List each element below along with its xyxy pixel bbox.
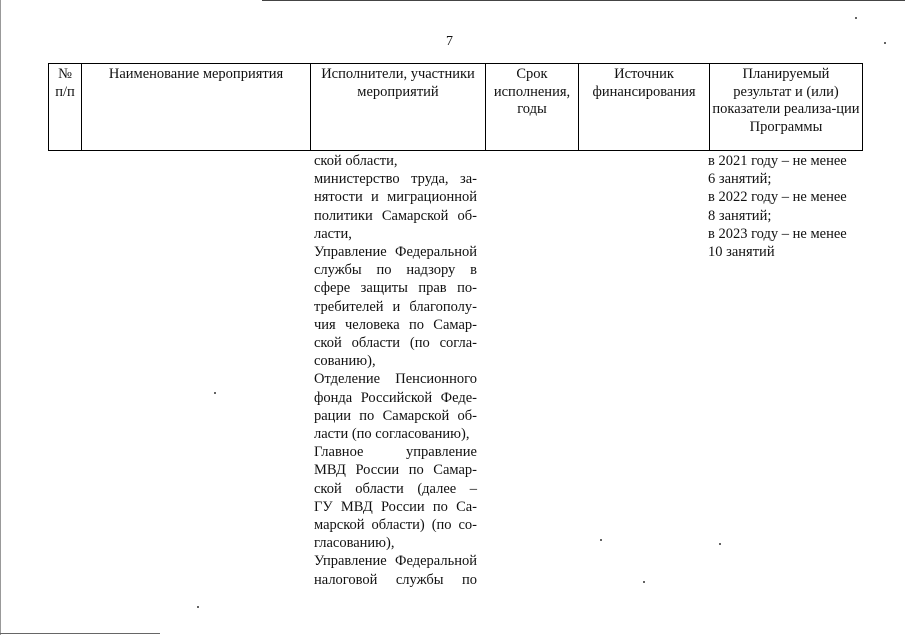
executors-line: ской области (далее – [314, 480, 477, 497]
scan-speck [719, 543, 721, 545]
executors-line: МВД России по Самар- [314, 462, 477, 479]
result-line: 10 занятий [708, 244, 775, 261]
header-cell-result: Планируемый результат и (или) показатели реализа-ции Программы [710, 64, 863, 151]
executors-line: ласти, [314, 225, 352, 242]
executors-line: ской области, [314, 153, 398, 169]
scan-speck [884, 42, 886, 44]
executors-line: нятости и миграционной [314, 189, 477, 206]
executors-line: ской области (по согла- [314, 335, 477, 352]
scan-speck [197, 606, 199, 608]
scan-speck [855, 17, 857, 19]
result-line: в 2021 году – не менее [708, 153, 847, 169]
result-line: 8 занятий; [708, 207, 772, 224]
scan-speck [600, 539, 602, 541]
executors-line: политики Самарской об- [314, 207, 477, 224]
executors-line: Главное управление [314, 444, 477, 461]
table-header [48, 63, 863, 151]
executors-line: сованию), [314, 353, 376, 370]
executors-line: требителей и благополу- [314, 298, 477, 315]
executors-line: Управление Федеральной [314, 244, 477, 261]
scan-speck [214, 392, 216, 394]
executors-line: сфере защиты прав по- [314, 280, 477, 297]
executors-column [314, 152, 477, 589]
executors-line: службы по надзору в [314, 262, 477, 279]
executors-line: марской области) (по со- [314, 517, 477, 534]
scan-edge-top [262, 0, 905, 1]
page-number: 7 [446, 34, 453, 49]
executors-line: гласованию), [314, 535, 395, 552]
header-cell-executors: Исполнители, участники мероприятий [311, 64, 486, 151]
scan-speck [643, 581, 645, 583]
header-cell-term: Срок исполнения, годы [486, 64, 579, 151]
executors-line: налоговой службы по [314, 571, 477, 588]
executors-line: рации по Самарской об- [314, 407, 477, 424]
executors-line: Отделение Пенсионного [314, 371, 477, 388]
header-cell-funding: Источник финансирования [579, 64, 710, 151]
result-line: в 2023 году – не менее [708, 225, 847, 242]
executors-line: ласти (по согласованию), [314, 426, 470, 443]
executors-line: министерство труда, за- [314, 171, 477, 188]
result-line: 6 занятий; [708, 171, 772, 188]
header-cell-name: Наименование мероприятия [82, 64, 311, 151]
result-line: в 2022 году – не менее [708, 189, 847, 206]
executors-line: фонда Российской Феде- [314, 389, 477, 406]
scan-edge-bottom [0, 633, 160, 634]
executors-line: чия человека по Самар- [314, 316, 477, 333]
scan-edge-left [0, 0, 1, 635]
executors-line: Управление Федеральной [314, 553, 477, 570]
result-column [708, 152, 858, 261]
header-cell-number: № п/п [49, 64, 82, 151]
executors-line: ГУ МВД России по Са- [314, 498, 477, 515]
